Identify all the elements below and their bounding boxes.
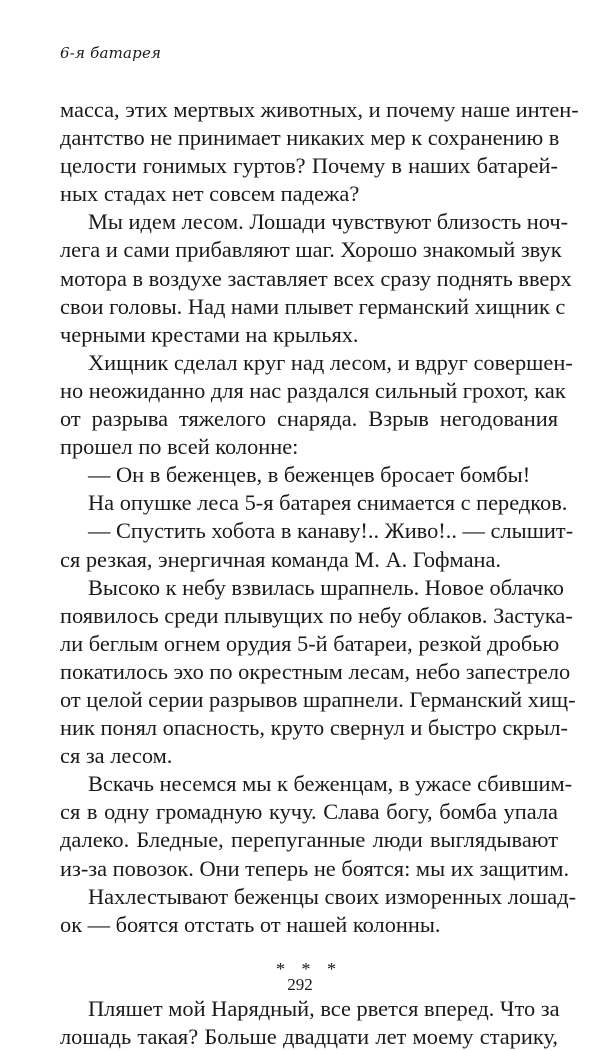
text-line: от разрыва тяжелого снаряда. Взрыв негодования <box>60 406 558 432</box>
text-line: мотора в воздухе заставляет всех сразу поднять вверх <box>60 265 572 291</box>
text-line: На опушке леса 5-я батарея снимается с передков. <box>88 490 568 516</box>
running-head: 6-я батарея <box>60 44 162 62</box>
text-line: лега и сами прибавляют шаг. Хорошо знакомый звук <box>60 237 562 263</box>
text-line: ся за лесом. <box>60 743 173 769</box>
text-line: но неожиданно для нас раздался сильный грохот, как <box>60 377 566 403</box>
text-line: ных стадах нет совсем падежа? <box>60 181 360 207</box>
text-line: свои головы. Над нами плывет германский хищник с <box>60 293 566 319</box>
text-line: из-за повозок. Они теперь не боятся: мы их защитим. <box>60 855 570 881</box>
text-line: Высоко к небу взвилась шрапнель. Новое облачко <box>88 574 564 600</box>
text-line: далеко. Бледные, перепуганные люди выглядывают <box>60 827 558 853</box>
page-number: 292 <box>287 975 313 994</box>
text-line: черными крестами на крыльях. <box>60 321 359 347</box>
body-text <box>60 96 579 1051</box>
text-line: — Он в беженцев, в беженцев бросает бомбы! <box>88 462 531 488</box>
text-line: Пляшет мой Нарядный, все рвется вперед. Что за <box>88 995 560 1021</box>
section-separator: * * * <box>276 958 342 979</box>
text-line: прошел по всей колонне: <box>60 434 299 460</box>
text-line: дантство не принимает никаких мер к сохранению в <box>60 125 560 151</box>
text-line: целости гонимых гуртов? Почему в наших батарей- <box>60 153 558 179</box>
text-line: ок — боятся отстать от нашей колонны. <box>60 911 441 937</box>
text-line: Вскачь несемся мы к беженцам, в ужасе сбившим- <box>88 771 573 797</box>
text-line: от целой серии разрывов шрапнели. Германский хищ- <box>60 686 576 712</box>
text-line: Нахлестывают беженцы своих изморенных лошад- <box>88 883 577 909</box>
text-line: покатилось эхо по окрестным лесам, небо запестрело <box>60 658 571 684</box>
text-line: Хищник сделал круг над лесом, и вдруг совершен- <box>88 349 573 375</box>
text-line: лошадь такая? Больше двадцати лет моему старику, <box>60 1023 558 1049</box>
text-line: появилось среди плывущих по небу облаков. Застука- <box>60 602 573 628</box>
text-line: Мы идем лесом. Лошади чувствуют близость ноч- <box>88 209 569 235</box>
text-line: масса, этих мертвых животных, и почему наше интен- <box>60 97 579 122</box>
text-line: ся в одну громадную кучу. Слава богу, бомба упала <box>60 799 558 825</box>
text-line: ся резкая, энергичная команда М. А. Гофмана. <box>60 546 502 572</box>
text-line: — Спустить хобота в канаву!.. Живо!.. — слышит- <box>88 518 574 544</box>
text-line: ли беглым огнем орудия 5-й батареи, резкой дробью <box>60 630 560 656</box>
text-line: ник понял опасность, круто свернул и быстро скрыл- <box>60 715 569 741</box>
